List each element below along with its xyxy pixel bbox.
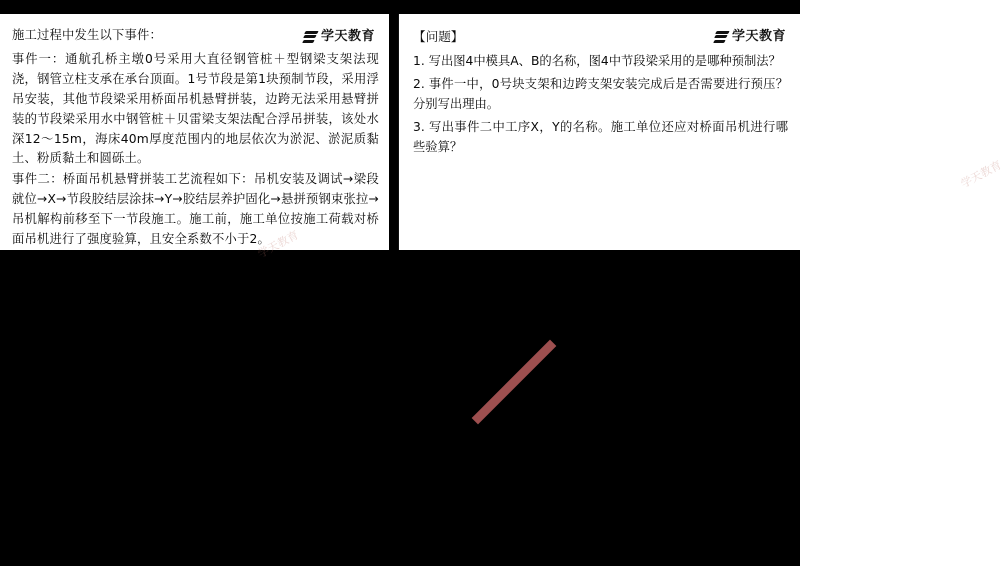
brand-logo-right [714, 30, 786, 43]
questions-header: 【问题】 [413, 29, 464, 44]
watermark-right: 学天教育 [958, 158, 1004, 191]
brand-logo-text-right: 学天教育 [731, 29, 786, 44]
question-item-3: 3. 写出事件二中工序X，Y的名称。施工单位还应对桥面吊机进行哪些验算？ [413, 119, 788, 154]
brand-logo-text-left: 学天教育 [320, 29, 375, 44]
watermark-left: 学天教育 [255, 228, 301, 261]
left-paragraph-event-one: 事件一：通航孔桥主墩0号采用大直径钢管桩＋型钢梁支架法现浇，钢管立柱支承在承台顶面。1号节段是第1块预制节段，采用浮吊安装，其他节段梁采用桥面吊机悬臂拼装，边跨无法采用悬臂拼装的节段梁采用水中钢管桩＋贝雷梁支架法配合浮吊拼装，该处水深12～15m，海床40m厚度范围内的地层依次为淤泥、淤泥质黏土、粉质黏土和圆砾土。 [12, 51, 379, 166]
left-paragraph-event-two: 事件二：桥面吊机悬臂拼装工艺流程如下：吊机安装及调试→梁段就位→X→节段胶结层涂抹→Y→胶结层养护固化→悬拼预钢束张拉→吊机解构前移至下一节段施工。施工前，施工单位按施工荷载对桥面吊机进行了强度验算，且安全系数不小于2。 [12, 172, 379, 247]
left-slide-panel [0, 14, 389, 261]
question-item-1: 1. 写出图4中模具A、B的名称，图4中节段梁采用的是哪种预制法？ [413, 54, 781, 68]
three-slash-logo-icon [303, 30, 318, 43]
brand-logo-left [303, 30, 375, 43]
question-item-2: 2. 事件一中，0号块支架和边跨支架安装完成后是否需要进行预压？分别写出理由。 [413, 76, 788, 111]
three-slash-logo-icon [714, 30, 729, 43]
left-heading: 施工过程中发生以下事件： [12, 28, 162, 42]
right-slide-panel [398, 14, 1004, 250]
red-diagonal-stroke [470, 340, 560, 425]
